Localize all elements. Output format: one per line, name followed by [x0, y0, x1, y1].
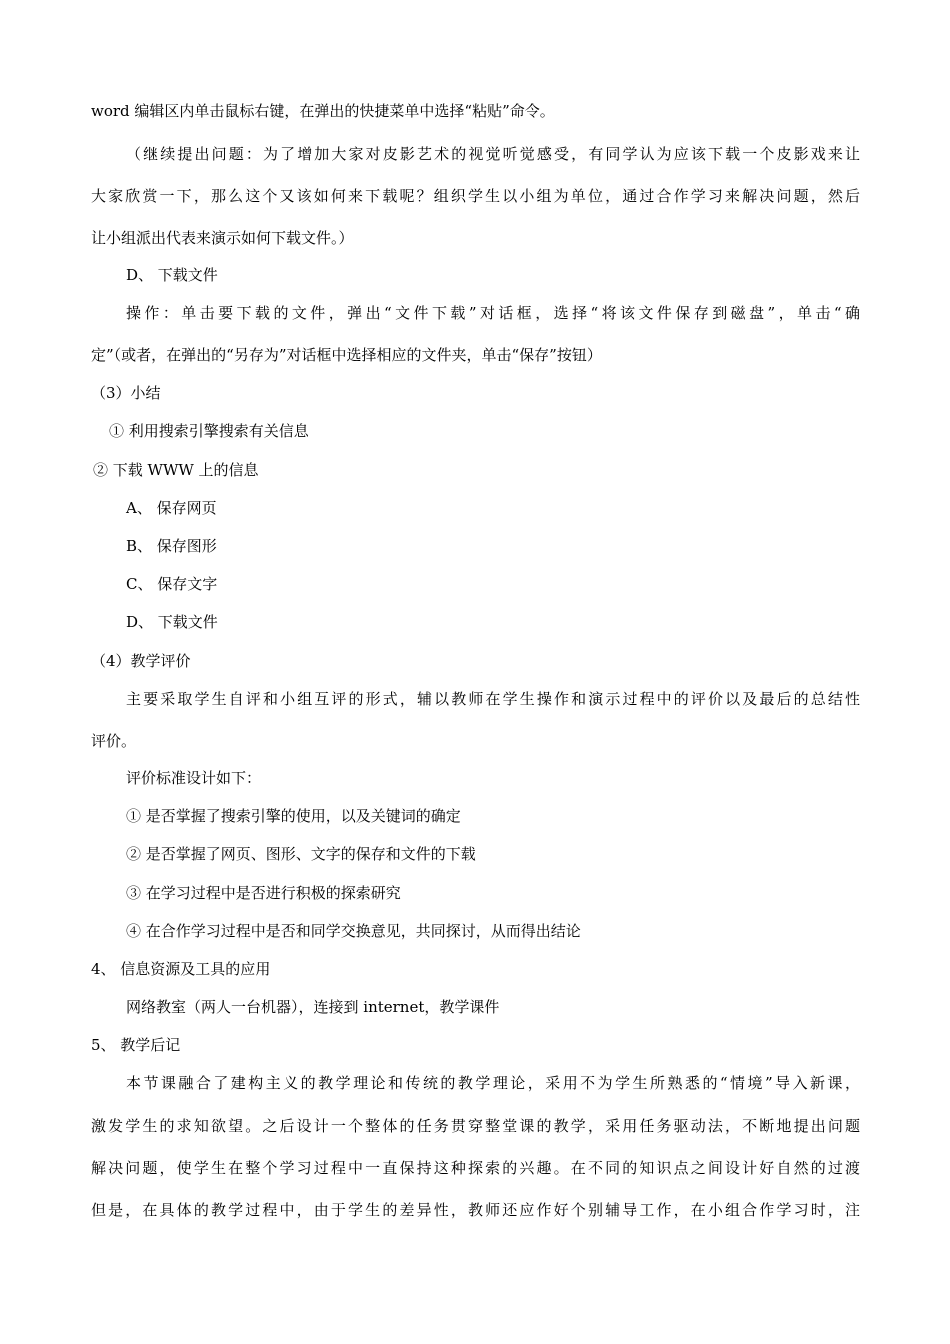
- list-item: ④ 在合作学习过程中是否和同学交换意见，共同探讨，从而得出结论: [126, 922, 581, 940]
- paragraph-line: 本节课融合了建构主义的教学理论和传统的教学理论，采用不为学生所熟悉的“情境”导入新课，: [126, 1074, 860, 1092]
- list-item: ② 下载 WWW 上的信息: [93, 461, 259, 479]
- paragraph-line: word 编辑区内单击鼠标右键，在弹出的快捷菜单中选择“粘贴”命令。: [91, 102, 555, 120]
- list-item: D、 下载文件: [126, 613, 218, 631]
- section-heading: 5、 教学后记: [91, 1036, 181, 1054]
- paragraph-line: 网络教室（两人一台机器），连接到 internet，教学课件: [126, 998, 500, 1016]
- section-heading: 4、 信息资源及工具的应用: [91, 960, 271, 978]
- list-item: A、 保存网页: [126, 499, 217, 517]
- paragraph-line: 操作：单击要下载的文件，弹出“文件下载”对话框，选择“将该文件保存到磁盘”，单击“确: [126, 304, 860, 322]
- list-item: ① 是否掌握了搜索引擎的使用，以及关键词的确定: [126, 807, 461, 825]
- list-item: B、 保存图形: [126, 537, 217, 555]
- paragraph-line: 让小组派出代表来演示如何下载文件。）: [91, 229, 354, 247]
- paragraph-line: 解决问题，使学生在整个学习过程中一直保持这种探索的兴趣。在不同的知识点之间设计好自然的过渡: [91, 1159, 860, 1177]
- paragraph-line: 但是，在具体的教学过程中，由于学生的差异性，教师还应作好个别辅导工作，在小组合作学习时，注: [91, 1201, 860, 1219]
- paragraph-line: 评价。: [91, 732, 137, 750]
- list-item: ③ 在学习过程中是否进行积极的探索研究: [126, 884, 401, 902]
- paragraph-line: 评价标准设计如下：: [126, 769, 262, 787]
- list-heading: D、 下载文件: [126, 266, 218, 284]
- paragraph-line: 大家欣赏一下，那么这个又该如何来下载呢？组织学生以小组为单位，通过合作学习来解决问题，然后: [91, 187, 860, 205]
- paragraph-line: 主要采取学生自评和小组互评的形式，辅以教师在学生操作和演示过程中的评价以及最后的总结性: [126, 690, 860, 708]
- paragraph-line: 定”（或者，在弹出的“另存为”对话框中选择相应的文件夹，单击“保存”按钮）: [91, 346, 602, 364]
- section-heading: （4）教学评价: [91, 652, 191, 670]
- list-item: C、 保存文字: [126, 575, 218, 593]
- paragraph-line: 激发学生的求知欲望。之后设计一个整体的任务贯穿整堂课的教学，采用任务驱动法，不断地提出问题: [91, 1117, 860, 1135]
- list-item: ① 利用搜索引擎搜索有关信息: [109, 422, 309, 440]
- list-item: ② 是否掌握了网页、图形、文字的保存和文件的下载: [126, 845, 476, 863]
- paragraph-line: （继续提出问题：为了增加大家对皮影艺术的视觉听觉感受，有同学认为应该下载一个皮影戏来让: [126, 145, 860, 163]
- section-heading: （3）小结: [91, 384, 161, 402]
